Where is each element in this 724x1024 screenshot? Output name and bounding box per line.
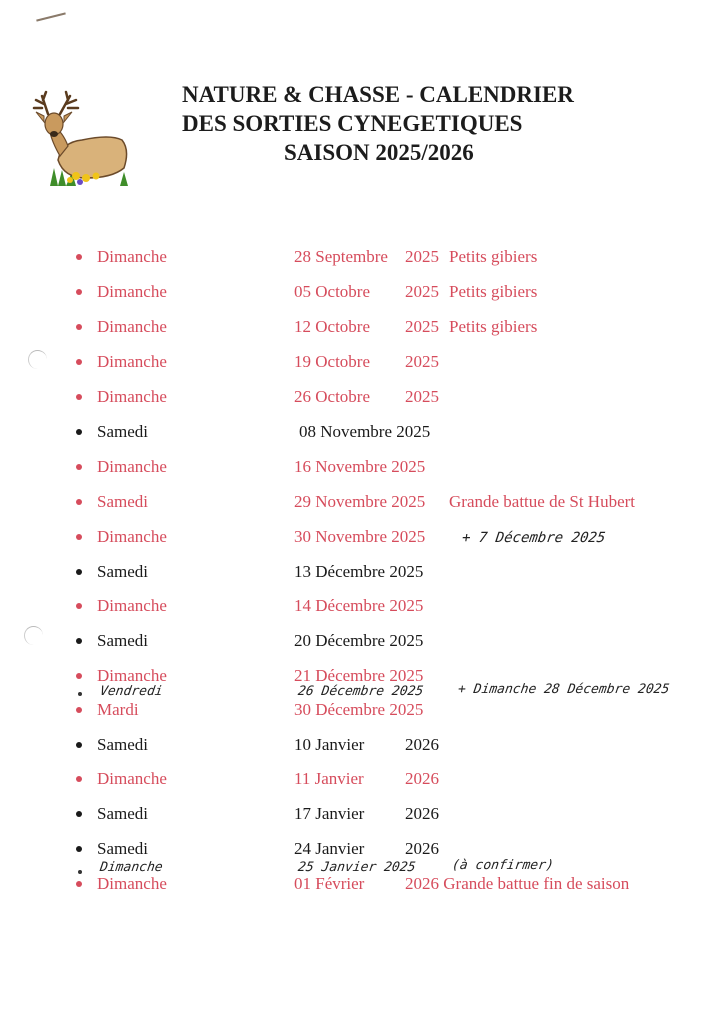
row-day: Dimanche bbox=[97, 282, 167, 301]
calendar-row bbox=[0, 768, 724, 792]
bullet-icon bbox=[76, 289, 82, 295]
row-day: Dimanche bbox=[97, 247, 167, 266]
handwritten-date: 25 Janvier 2025 bbox=[296, 860, 417, 875]
calendar-row bbox=[0, 246, 724, 270]
row-note: Petits gibiers bbox=[449, 247, 538, 266]
bullet-icon bbox=[76, 324, 82, 330]
handwritten-note: + 7 Décembre 2025 bbox=[460, 530, 607, 546]
title-line-1: NATURE & CHASSE - CALENDRIER bbox=[182, 82, 574, 107]
row-day: Dimanche bbox=[97, 666, 167, 685]
row-day: Samedi bbox=[97, 492, 148, 511]
row-day: Samedi bbox=[97, 735, 148, 754]
title-line-2: DES SORTIES CYNEGETIQUES bbox=[182, 111, 523, 136]
title-line-3: SAISON 2025/2026 bbox=[284, 140, 474, 165]
row-date: 05 Octobre bbox=[294, 282, 371, 301]
row-date: 19 Octobre bbox=[294, 352, 371, 371]
bullet-icon bbox=[76, 846, 82, 852]
row-day: Samedi bbox=[97, 562, 148, 581]
row-day: Dimanche bbox=[97, 352, 167, 371]
calendar-row bbox=[0, 386, 724, 410]
row-date: 26 Octobre bbox=[294, 387, 371, 406]
row-date: 30 Décembre 2025 bbox=[294, 700, 424, 719]
bullet-icon bbox=[76, 638, 82, 644]
bullet-icon bbox=[76, 776, 82, 782]
row-note: Petits gibiers bbox=[449, 282, 538, 301]
calendar-row bbox=[0, 630, 724, 654]
row-date: 08 Novembre 2025 bbox=[299, 422, 431, 441]
calendar-row bbox=[0, 561, 724, 585]
bullet-icon bbox=[76, 881, 82, 887]
row-day: Dimanche bbox=[97, 527, 167, 546]
handwritten-day: Vendredi bbox=[98, 684, 164, 699]
deer-icon bbox=[32, 90, 136, 194]
handwritten-extra: (à confirmer) bbox=[450, 858, 555, 873]
row-day: Dimanche bbox=[97, 874, 167, 893]
handwritten-bullet-icon bbox=[78, 692, 82, 696]
row-date: 12 Octobre bbox=[294, 317, 371, 336]
bullet-icon bbox=[76, 534, 82, 540]
handwritten-date: 26 Décembre 2025 bbox=[296, 684, 425, 699]
row-date: 11 Janvier bbox=[294, 769, 364, 788]
calendar-row bbox=[0, 699, 724, 723]
bullet-icon bbox=[76, 499, 82, 505]
row-year: 2025 bbox=[405, 317, 439, 336]
row-year: 2025 bbox=[405, 247, 439, 266]
calendar-row bbox=[0, 734, 724, 758]
bullet-icon bbox=[76, 742, 82, 748]
row-date: 01 Février bbox=[294, 874, 365, 893]
row-year: 2026 bbox=[405, 735, 439, 754]
calendar-row bbox=[0, 838, 724, 862]
bullet-icon bbox=[76, 811, 82, 817]
row-day: Mardi bbox=[97, 700, 139, 719]
row-note: Grande battue de St Hubert bbox=[449, 492, 635, 511]
calendar-row bbox=[0, 421, 724, 445]
row-date: 10 Janvier bbox=[294, 735, 365, 754]
row-year: 2026 bbox=[405, 874, 439, 893]
row-day: Dimanche bbox=[97, 317, 167, 336]
row-year: 2026 bbox=[405, 839, 439, 858]
row-day: Samedi bbox=[97, 839, 148, 858]
handwritten-day: Dimanche bbox=[98, 860, 164, 875]
row-day: Samedi bbox=[97, 631, 148, 650]
row-date: 28 Septembre bbox=[294, 247, 388, 266]
bullet-icon bbox=[76, 359, 82, 365]
calendar-row bbox=[0, 526, 724, 550]
row-date: 14 Décembre 2025 bbox=[294, 596, 424, 615]
row-date: 17 Janvier bbox=[294, 804, 365, 823]
bullet-icon bbox=[76, 429, 82, 435]
row-day: Dimanche bbox=[97, 387, 167, 406]
bullet-icon bbox=[76, 464, 82, 470]
row-year: 2025 bbox=[405, 282, 439, 301]
row-day: Dimanche bbox=[97, 596, 167, 615]
row-date: 29 Novembre 2025 bbox=[294, 492, 426, 511]
bullet-icon bbox=[76, 707, 82, 713]
row-date: 16 Novembre 2025 bbox=[294, 457, 426, 476]
calendar-row bbox=[0, 873, 724, 897]
row-day: Dimanche bbox=[97, 457, 167, 476]
row-day: Samedi bbox=[97, 422, 148, 441]
row-note-text: Grande battue fin de saison bbox=[443, 874, 630, 893]
scan-pen-mark bbox=[36, 12, 66, 21]
calendar-row bbox=[0, 281, 724, 305]
page-title bbox=[182, 80, 574, 167]
bullet-icon bbox=[76, 254, 82, 260]
calendar-row bbox=[0, 491, 724, 515]
row-date: 13 Décembre 2025 bbox=[294, 562, 424, 581]
row-date: 21 Décembre 2025 bbox=[294, 666, 424, 685]
row-date: 24 Janvier bbox=[294, 839, 365, 858]
bullet-icon bbox=[76, 569, 82, 575]
handwritten-extra: + Dimanche 28 Décembre 2025 bbox=[456, 682, 671, 697]
row-day: Dimanche bbox=[97, 769, 167, 788]
row-year: 2025 bbox=[405, 387, 439, 406]
row-date: 30 Novembre 2025 bbox=[294, 527, 426, 546]
row-note: Petits gibiers bbox=[449, 317, 538, 336]
bullet-icon bbox=[76, 394, 82, 400]
row-note bbox=[405, 873, 629, 895]
row-day: Samedi bbox=[97, 804, 148, 823]
calendar-row bbox=[0, 803, 724, 827]
row-date: 20 Décembre 2025 bbox=[294, 631, 424, 650]
row-year: 2026 bbox=[405, 769, 439, 788]
calendar-row bbox=[0, 595, 724, 619]
calendar-row bbox=[0, 316, 724, 340]
bullet-icon bbox=[76, 673, 82, 679]
bullet-icon bbox=[76, 603, 82, 609]
row-year: 2025 bbox=[405, 352, 439, 371]
row-year: 2026 bbox=[405, 804, 439, 823]
calendar-row bbox=[0, 351, 724, 375]
calendar-row bbox=[0, 456, 724, 480]
